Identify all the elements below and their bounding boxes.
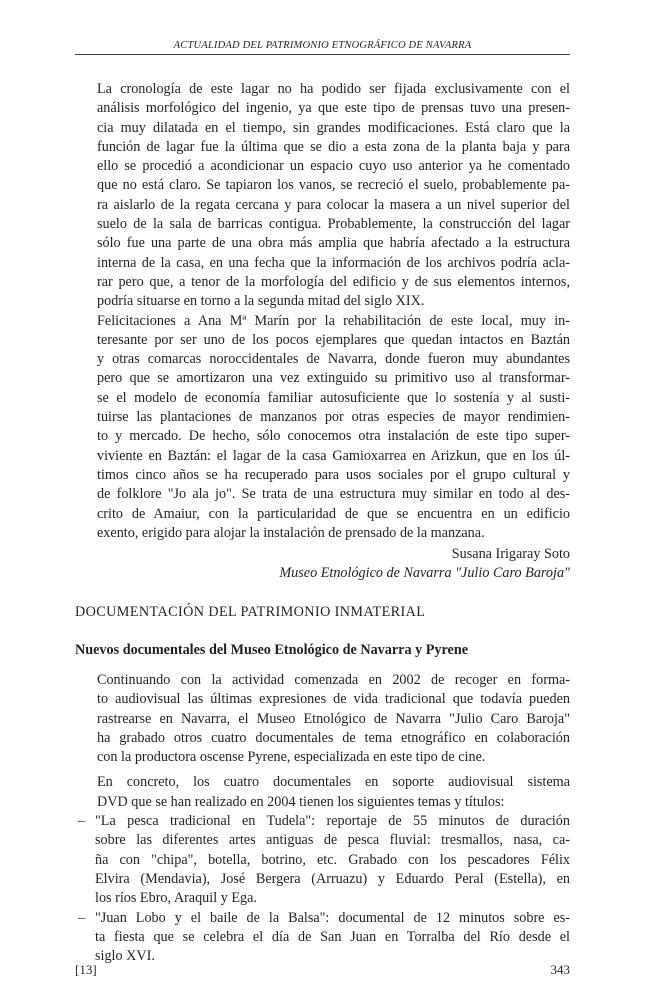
text-line: ha grabado otros cuatro documentales de tema etnográfico en colaboración [97, 729, 570, 746]
author-name: Susana Irigaray Soto [451, 546, 570, 563]
paragraph-felicitaciones [75, 312, 570, 544]
text-line: ra aislarlo de la regata cercana y para colocar la masera a un nivel superior del [97, 196, 570, 213]
paragraph-continuando [75, 671, 570, 767]
article-body [75, 80, 570, 584]
text-line: sobre las diferentes artes antiguas de pesca fluvial: tresmallos, nasa, ca- [95, 832, 570, 849]
article-subheading: Nuevos documentales del Museo Etnológico de Navarra y Pyrene [75, 642, 469, 658]
author-affiliation: Museo Etnológico de Navarra "Julio Caro Baroja" [279, 565, 570, 582]
text-line: de folklore "Jo ala jo". Se trata de una estructura muy similar en todo al des- [97, 486, 570, 503]
list-dash: – [78, 909, 86, 926]
text-line: podría situarse en torno a la segunda mitad del siglo XIX. [97, 293, 425, 310]
footer-reference: [13] [75, 962, 97, 977]
list-dash: – [78, 813, 86, 830]
text-line: to y mercado. De hecho, sólo conocemos otra instalación de este tipo super- [97, 428, 570, 445]
text-line: "La pesca tradicional en Tudela": reportaje de 55 minutos de duración [95, 813, 570, 830]
text-line: que no está claro. Se tapiaron los vanos, se recreció el suelo, probablemente pa- [97, 177, 570, 194]
text-line: y otras comarcas noroccidentales de Navarra, donde fueron muy abundantes [97, 351, 570, 368]
section-documentacion [75, 604, 570, 966]
text-line: rastrearse en Navarra, el Museo Etnológico de Navarra "Julio Caro Baroja" [97, 710, 570, 727]
text-line: suelo de la sala de barricas contigua. Probablemente, la construcción del lagar [97, 216, 570, 233]
text-line: con la productora oscense Pyrene, especializada en este tipo de cine. [97, 749, 486, 766]
text-line: se el modelo de economía familiar autosuficiente que lo sostenía y al susti- [97, 389, 570, 406]
text-line: ña con "chipa", botella, botrino, etc. Grabado con los pescadores Félix [95, 851, 570, 868]
paragraph-en-concreto [75, 773, 570, 812]
text-line: ta fiesta que se celebra el día de San Juan en Torralba del Río desde el [95, 928, 570, 945]
text-line: "Juan Lobo y el baile de la Balsa": documental de 12 minutos sobre es- [95, 909, 570, 926]
list-item [75, 909, 570, 967]
text-line: crito de Amaiur, con la particularidad de que se encuentra en un edificio [97, 505, 570, 522]
running-head: ACTUALIDAD DEL PATRIMONIO ETNOGRÁFICO DE NAVARRA [75, 40, 570, 55]
paragraph-cronologia [75, 80, 570, 312]
text-line: to audiovisual las últimas expresiones de vida tradicional que todavía pueden [97, 691, 570, 708]
text-line: los ríos Ebro, Araquil y Ega. [95, 890, 257, 907]
text-line: viviente en Baztán: el lagar de la casa Gamioxarrea en Arizkun, que en los úl- [97, 447, 570, 464]
text-line: DVD que se han realizado en 2004 tienen los siguientes temas y títulos: [97, 793, 505, 810]
documentary-list [75, 812, 570, 966]
text-line: rar pero que, a tenor de la morfología del edificio y de sus elementos internos, [97, 273, 570, 290]
section-heading: DOCUMENTACIÓN DEL PATRIMONIO INMATERIAL [75, 604, 426, 620]
text-line: sólo fue una parte de una obra más amplia que habría afectado a la estructura [97, 235, 570, 252]
text-line: Continuando con la actividad comenzada en 2002 de recoger en forma- [97, 672, 570, 688]
text-line: siglo XVI. [95, 948, 155, 965]
text-line: tuirse las plantaciones de manzanos por otras especies de mayor rendimien- [97, 409, 570, 426]
text-line: En concreto, los cuatro documentales en soporte audiovisual sistema [97, 774, 570, 791]
text-line: análisis morfológico del ingenio, ya que este tipo de prensas tuvo una presen- [97, 100, 570, 117]
text-line: exento, erigido para alojar la instalación de prensado de la manzana. [97, 524, 485, 541]
text-line: Felicitaciones a Ana Mª Marín por la rehabilitación de este local, muy in- [97, 312, 570, 329]
text-line: teresante por ser uno de los pocos ejemplares que quedan intactos en Baztán [97, 331, 570, 348]
text-line: La cronología de este lagar no ha podido ser fijada exclusivamente con el [97, 81, 570, 97]
page-number: 343 [550, 962, 570, 977]
text-line: timos cinco años se ha recuperado para usos sociales por el grupo cultural y [97, 466, 570, 483]
text-line: Elvira (Mendavia), José Bergera (Arruazu) y Eduardo Peral (Estella), en [95, 870, 570, 887]
text-line: pero que se amortizaron una vez extinguido su primitivo uso al transformar- [97, 370, 570, 387]
list-item [75, 812, 570, 908]
text-line: ello se procedió a acondicionar un espacio cuyo uso anterior ya he comentado [97, 158, 570, 175]
text-line: cia muy dilatada en el tiempo, sin grandes modificaciones. Está claro que la [97, 119, 570, 136]
text-line: función de lagar fue la última que se dio a esta zona de la planta baja y para [97, 138, 570, 155]
text-line: interna de la casa, en una fecha que la información de los archivos podría acla- [97, 254, 570, 271]
